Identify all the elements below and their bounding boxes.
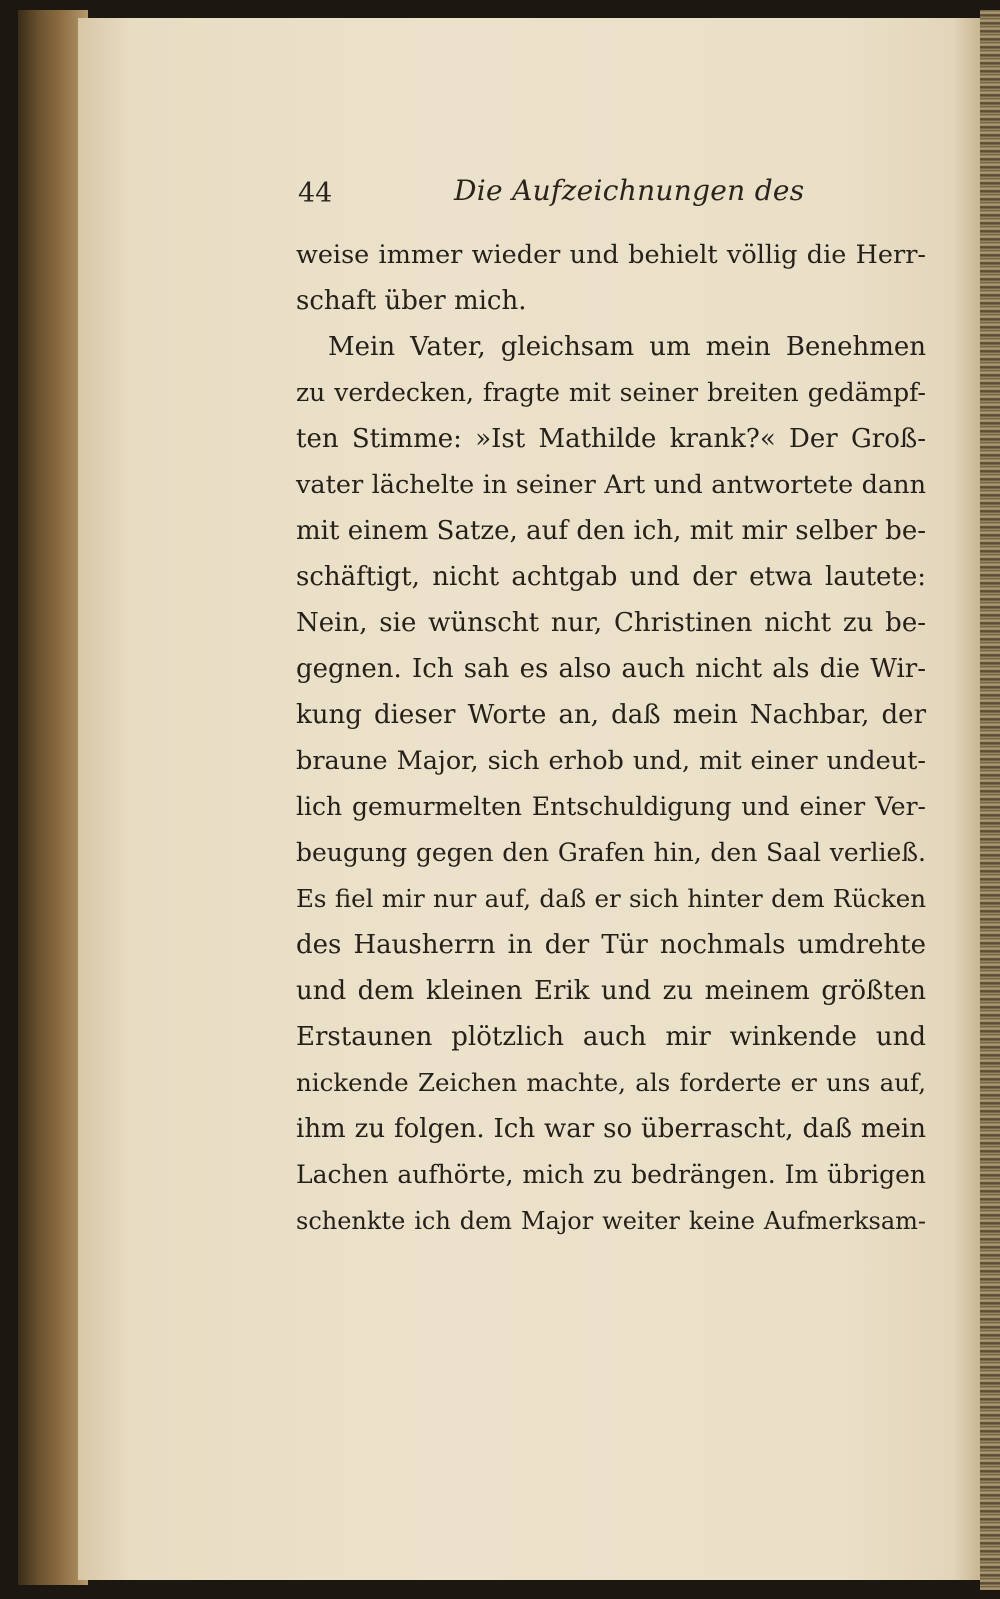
text-line: schaft über mich. [296, 286, 527, 316]
text-line: lich gemurmelten Entschuldigung und einer Ver- [296, 792, 926, 821]
text-line: schäftigt, nicht achtgab und der etwa lautete: [296, 562, 926, 592]
text-line: Mein Vater, gleichsam um mein Benehmen [328, 332, 926, 362]
text-line: kung dieser Worte an, daß mein Nachbar, der [296, 700, 926, 730]
text-line: des Hausherrn in der Tür nochmals umdrehte [296, 930, 926, 960]
page-number: 44 [298, 178, 333, 209]
body-text [296, 232, 926, 1244]
page-edges [980, 10, 1000, 1590]
text-line: Nein, sie wünscht nur, Christinen nicht zu be- [296, 608, 926, 638]
text-line: vater lächelte in seiner Art und antwortete dann [296, 470, 926, 500]
text-line: weise immer wieder und behielt völlig die Herr- [296, 240, 926, 270]
text-line: schenkte ich dem Major weiter keine Aufmerksam- [296, 1207, 926, 1235]
text-line: und dem kleinen Erik und zu meinem größten [296, 976, 926, 1006]
text-line: ten Stimme: »Ist Mathilde krank?« Der Groß- [296, 424, 926, 454]
text-line: Es fiel mir nur auf, daß er sich hinter dem Rücken [296, 884, 926, 913]
text-line: Lachen aufhörte, mich zu bedrängen. Im übrigen [296, 1160, 926, 1189]
text-line: braune Major, sich erhob und, mit einer undeut- [296, 746, 926, 776]
running-title: Die Aufzeichnungen des [454, 174, 805, 207]
page-header [298, 172, 928, 216]
text-line: beugung gegen den Grafen hin, den Saal verließ. [296, 838, 926, 867]
text-line: mit einem Satze, auf den ich, mit mir selber be- [296, 516, 926, 546]
text-line: nickende Zeichen machte, als forderte er uns auf, [296, 1068, 926, 1097]
text-line: gegnen. Ich sah es also auch nicht als die Wir- [296, 654, 926, 684]
text-line: zu verdecken, fragte mit seiner breiten gedämpf- [296, 378, 926, 407]
text-line: Erstaunen plötzlich auch mir winkende und [296, 1022, 926, 1052]
text-line: ihm zu folgen. Ich war so überrascht, daß mein [296, 1114, 926, 1144]
